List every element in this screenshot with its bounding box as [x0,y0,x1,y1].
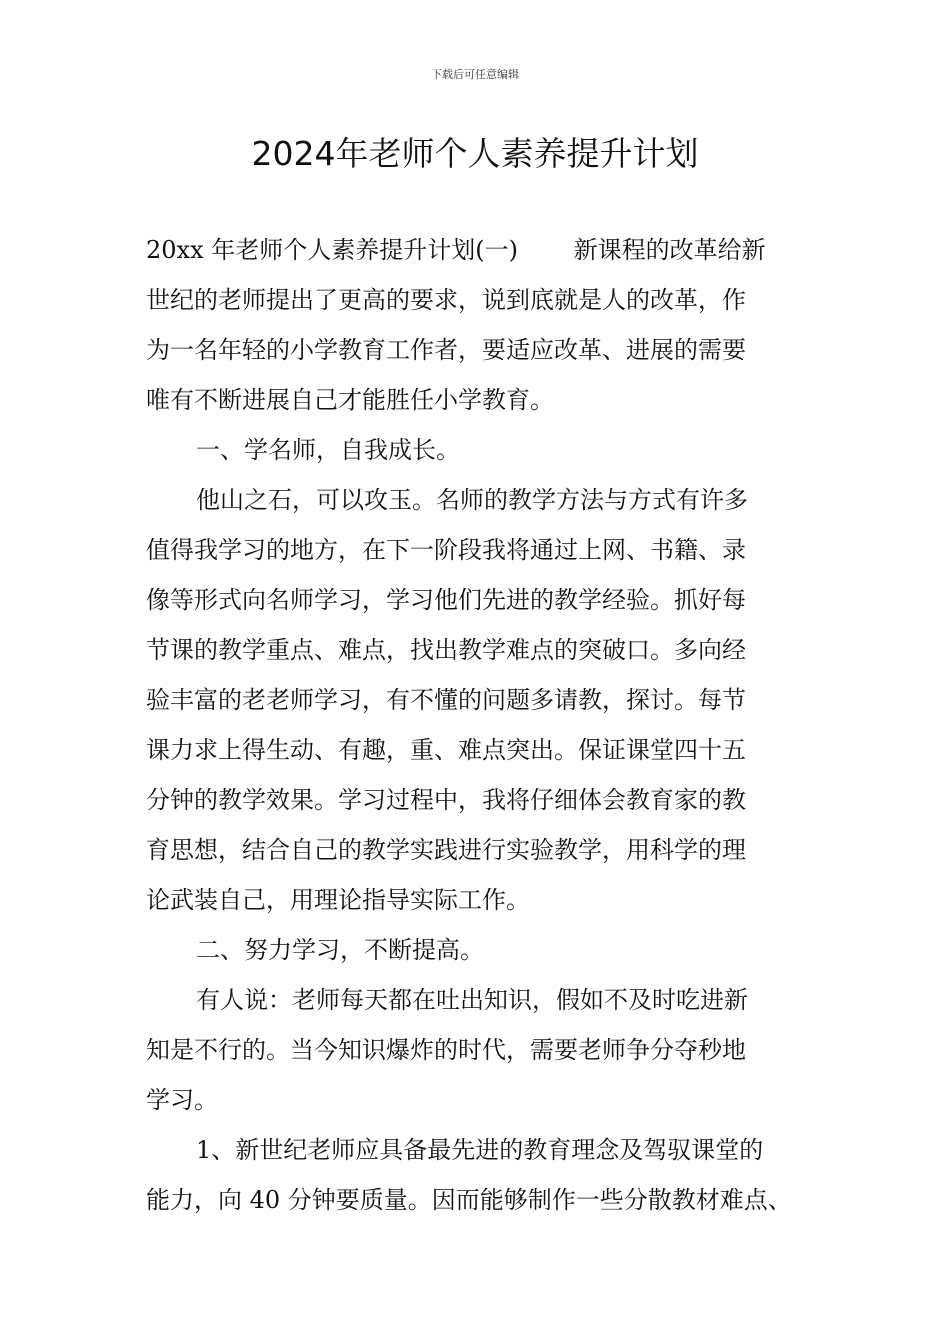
section-heading: 二、努力学习，不断提高。 [196,936,484,964]
document-body [146,225,816,1225]
text-line: 育思想，结合自己的教学实践进行实验教学，用科学的理 [146,836,746,864]
text-line: 值得我学习的地方，在下一阶段我将通过上网、书籍、录 [146,536,746,564]
text-line: 他山之石，可以攻玉。名师的教学方法与方式有许多 [196,486,748,514]
header-note: 下载后可任意编辑 [431,68,519,81]
document-title: 2024年老师个人素养提升计划 [251,134,699,173]
text-line: 有人说：老师每天都在吐出知识，假如不及时吃进新 [196,986,748,1014]
text-line: 知是不行的。当今知识爆炸的时代，需要老师争分夺秒地 [146,1036,746,1064]
text-line: 学习。 [146,1086,218,1114]
text-line: 论武装自己，用理论指导实际工作。 [146,886,530,914]
text-line: 像等形式向名师学习，学习他们先进的教学经验。抓好每 [146,586,746,614]
text-line: 世纪的老师提出了更高的要求，说到底就是人的改革，作 [146,286,746,314]
text-line: 分钟的教学效果。学习过程中，我将仔细体会教育家的教 [146,786,746,814]
section-heading: 一、学名师，自我成长。 [196,436,460,464]
text-line: 为一名年轻的小学教育工作者，要适应改革、进展的需要 [146,336,746,364]
numbered-item: 1、新世纪老师应具备最先进的教育理念及驾驭课堂的 [196,1136,764,1164]
text-line: 能力，向 40 分钟要质量。因而能够制作一些分散教材难点、 [146,1186,792,1214]
text-line: 唯有不断进展自己才能胜任小学教育。 [146,386,554,414]
text-line: 20xx 年老师个人素养提升计划(一) 新课程的改革给新 [146,236,766,264]
text-line: 课力求上得生动、有趣，重、难点突出。保证课堂四十五 [146,736,746,764]
text-line: 验丰富的老老师学习，有不懂的问题多请教，探讨。每节 [146,686,746,714]
text-line: 节课的教学重点、难点，找出教学难点的突破口。多向经 [146,636,746,664]
